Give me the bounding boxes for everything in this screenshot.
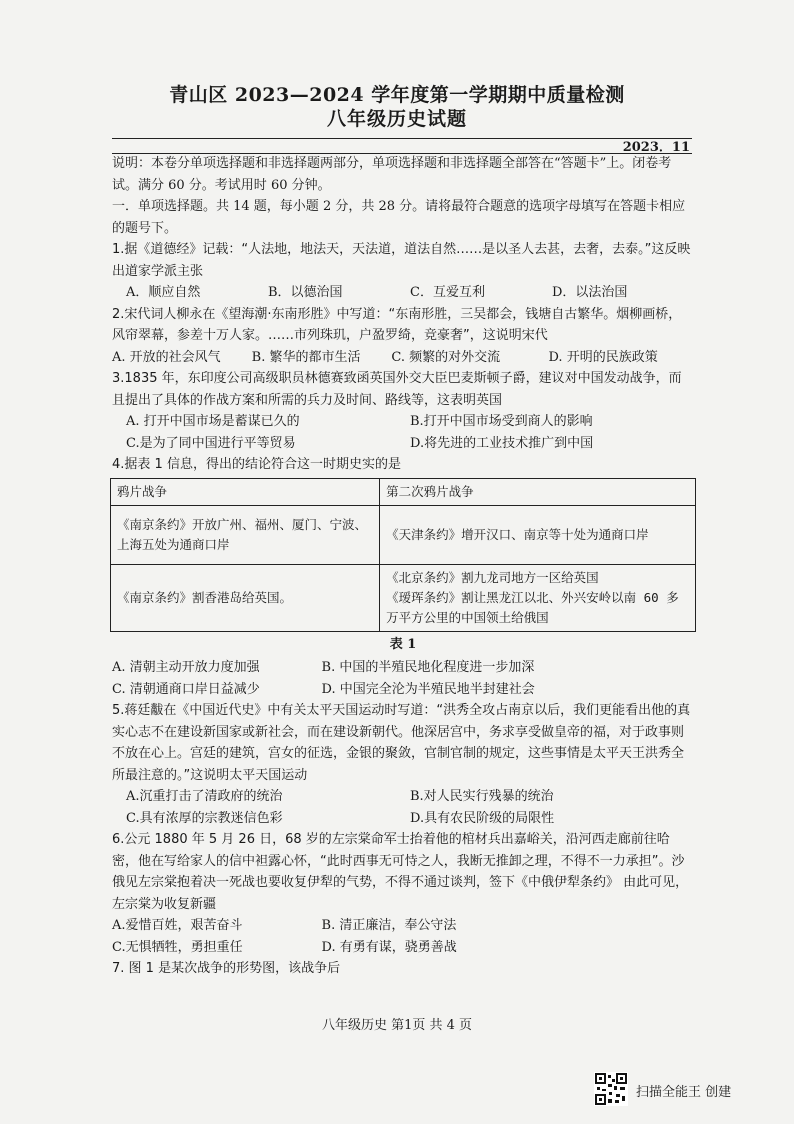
question-2-option-a: A. 开放的社会风气: [112, 349, 221, 365]
question-1-stem: 1.据《道德经》记载：“人法地，地法天，天法道，道法自然……是以圣人去甚，去奢，去泰。”这反映出道家学派主张: [112, 242, 691, 279]
question-3-option-c: C.是为了同中国进行平等贸易: [126, 435, 296, 451]
question-6-options-row1: [112, 915, 694, 937]
question-6-option-d: D. 有勇有谋，骁勇善战: [321, 939, 457, 955]
qr-code-icon: [594, 1072, 628, 1106]
question-3-options-row2: [112, 433, 694, 455]
question-1-option-c: C．互爱互利: [410, 285, 485, 300]
question-6-option-c: C.无惧牺牲，勇担重任: [112, 939, 243, 955]
exam-subtitle: 八年级历史试题: [326, 108, 467, 130]
table-cell: 《南京条约》割香港岛给英国。: [111, 564, 380, 631]
table-caption: 表 1: [389, 636, 417, 652]
question-1-option-b: B．以德治国: [268, 285, 343, 300]
header-rule-top: [112, 138, 692, 139]
page-footer: 八年级历史 第1页 共 4 页: [321, 1018, 473, 1033]
question-3-option-a: A. 打开中国市场是蓄谋已久的: [126, 414, 300, 429]
scanner-watermark: 扫描全能王 创建: [636, 1085, 732, 1100]
question-7-stem: 7. 图 1 是某次战争的形势图，该战争后: [112, 961, 341, 976]
table-row: [111, 505, 696, 564]
question-6-option-b: B. 清正廉洁，奉公守法: [321, 918, 457, 933]
table-cell: 《南京条约》开放广州、福州、厦门、宁波、上海五处为通商口岸: [111, 505, 380, 564]
question-3-options-row1: [112, 411, 694, 433]
section-heading: 一．单项选择题。共 14 题，每小题 2 分，共 28 分。请将最符合题意的选项字母填写在答题卡相应的题号下。: [112, 199, 686, 236]
exam-title: 青山区 2023—2024 学年度第一学期期中质量检测: [169, 84, 625, 106]
table-cell: 《北京条约》割九龙司地方一区给英国 《瑷珲条约》割让黑龙江以北、外兴安岭以南 60 多万平方公里的中国领土给俄国: [380, 564, 696, 631]
question-3-option-b: B.打开中国市场受到商人的影响: [410, 414, 593, 429]
question-6-stem: 6.公元 1880 年 5 月 26 日，68 岁的左宗棠命军士抬着他的棺材兵出嘉峪关，沿河西走廊前往哈密，他在写给家人的信中袒露心怀，“此时西事无可恃之人，我断无推卸之理，不得不一力承担”。沙俄见左宗棠抱着决一死战也要收复伊犁的气势，不得不通过谈判，签下《中俄伊犁条约》 由此可见，左宗棠为收复新疆: [112, 832, 689, 912]
question-4-option-a: A. 清朝主动开放力度加强: [112, 660, 260, 675]
question-3-option-d: D.将先进的工业技术推广到中国: [410, 435, 594, 451]
question-1-options: [112, 282, 694, 304]
question-5-option-d: D.具有农民阶级的局限性: [410, 810, 555, 826]
question-2-option-d: D. 开明的民族政策: [548, 349, 658, 365]
question-2-option-c: C. 频繁的对外交流: [391, 349, 501, 365]
question-2-options: [112, 347, 694, 369]
question-1-option-a: A．顺应自然: [126, 285, 201, 300]
question-4-option-b: B. 中国的半殖民地化程度进一步加深: [321, 660, 535, 675]
table-header-cell: 第二次鸦片战争: [380, 478, 696, 505]
question-4-options-row2: [112, 679, 694, 701]
question-5-options-row1: [112, 786, 694, 808]
exam-date: 2023．11: [622, 140, 690, 155]
question-6-option-a: A.爱惜百姓，艰苦奋斗: [112, 918, 243, 933]
table-1: [110, 478, 696, 632]
question-3-stem: 3.1835 年，东印度公司高级职员林德赛致函英国外交大臣巴麦斯顿子爵，建议对中国发动战争，而且提出了具体的作战方案和所需的兵力及时间、路线等，这表明英国: [112, 371, 682, 408]
question-5-option-c: C.具有浓厚的宗教迷信色彩: [126, 810, 283, 826]
question-5-option-b: B.对人民实行残暴的统治: [410, 789, 554, 804]
question-2-option-b: B. 繁华的都市生活: [251, 349, 361, 365]
question-4-options-row1: [112, 657, 694, 679]
question-4-stem: 4.据表 1 信息，得出的结论符合这一时期史实的是: [112, 457, 401, 472]
table-cell: 《天津条约》增开汉口、南京等十处为通商口岸: [380, 505, 696, 564]
instructions: 说明：本卷分单项选择题和非选择题两部分，单项选择题和非选择题全部答在“答题卡”上。闭卷考试。满分 60 分。考试用时 60 分钟。: [112, 156, 672, 193]
question-5-options-row2: [112, 808, 694, 830]
table-row: [111, 564, 696, 631]
question-5-stem: 5.蒋廷黻在《中国近代史》中有关太平天国运动时写道：“洪秀全攻占南京以后，我们更能看出他的真实心志不在建设新国家或新社会，而在建设新朝代。他深居宫中，务求享受做皇帝的福，对于政事则不放在心上。宫廷的建筑，宫女的征选，金银的聚敛，官制官制的规定，这些事情是太平天王洪秀全所最注意的。”这说明太平天国运动: [112, 703, 691, 783]
table-header-row: [111, 478, 696, 505]
table-header-cell: 鸦片战争: [111, 478, 380, 505]
question-2-stem: 2.宋代词人柳永在《望海潮·东南形胜》中写道：“东南形胜，三吴都会，钱塘自古繁华。烟柳画桥，风帘翠幕，参差十万人家。……市列珠玑，户盈罗绮，竞豪奢”，这说明宋代: [112, 306, 682, 343]
question-4-option-c: C. 清朝通商口岸日益减少: [112, 681, 260, 697]
question-6-options-row2: [112, 937, 694, 959]
question-1-option-d: D．以法治国: [552, 285, 628, 300]
exam-content: [112, 153, 694, 980]
question-4-option-d: D. 中国完全沦为半殖民地半封建社会: [321, 681, 535, 697]
question-5-option-a: A.沉重打击了清政府的统治: [126, 789, 283, 804]
